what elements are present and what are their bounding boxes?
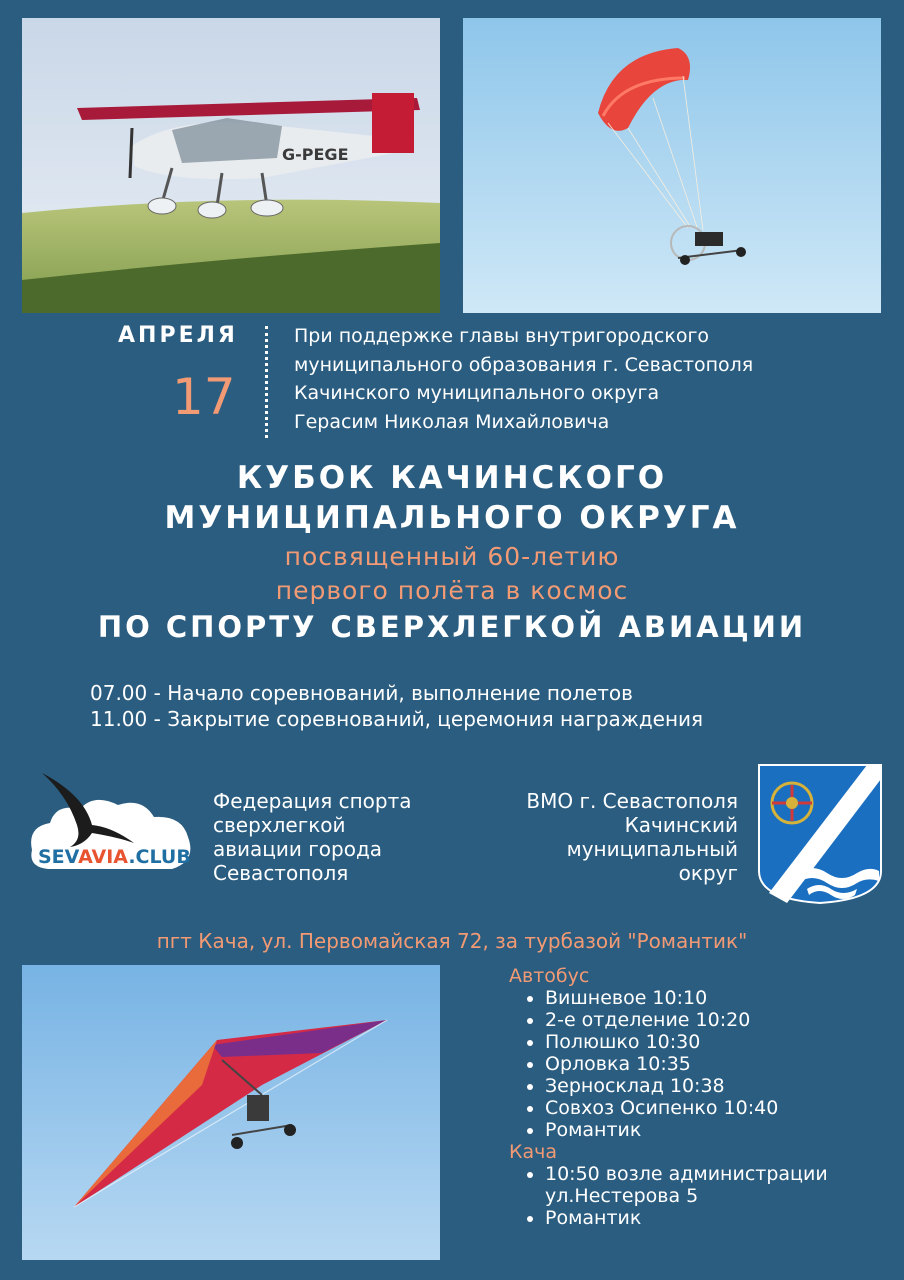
support-line: муниципального образования г. Севастополя [294,353,754,376]
list-item: • Орловка 10:35 [545,1053,828,1075]
list-item: • Зерносклад 10:38 [545,1075,828,1097]
vmo-line: муниципальный [566,837,738,861]
coat-of-arms-icon [757,763,883,905]
support-line: Качинского муниципального округа [294,382,660,404]
federation-text [213,789,412,885]
svg-text:SEVAVIA.CLUB [38,846,191,868]
venue-address: пгт Кача, ул. Первомайская 72, за турбазой "Романтик" [156,929,748,953]
paramotor-photo [463,18,881,313]
hang-glider-trike-photo [22,965,440,1260]
vmo-line: ВМО г. Севастополя [526,789,738,813]
support-line: При поддержке главы внутригородского [294,325,710,347]
support-text [294,322,894,436]
list-item: • 2-е отделение 10:20 [545,1009,828,1031]
dotted-divider [265,326,268,438]
list-item: • Романтик [545,1207,828,1229]
kacha-stop-list [509,1163,828,1229]
federation-line: сверхлегкой [213,813,346,837]
federation-line: Федерация спорта [213,789,412,813]
logo-text-sev: SEV [38,846,79,868]
date-day: 17 [172,368,236,426]
bus-header: Автобус [509,965,590,987]
list-item: • Полюшко 10:30 [545,1031,828,1053]
title-line-3: ПО СПОРТУ СВЕРХЛЕГКОЙ АВИАЦИИ [97,610,807,644]
federation-line: Севастополя [213,861,349,885]
list-item [545,1163,828,1207]
logo-text-avia: AVIA [78,846,129,868]
subtitle-line-2: первого полёта в космос [275,576,629,605]
kacha-header: Кача [509,1141,558,1163]
schedule [90,680,703,732]
bus-stop-list [509,987,828,1141]
title-line-2: МУНИЦИПАЛЬНОГО ОКРУГА [164,500,740,536]
schedule-item: 11.00 - Закрытие соревнований, церемония награждения [90,707,704,731]
list-item: • Вишневое 10:10 [545,987,828,1009]
sevavia-club-logo [22,765,198,885]
list-item: • Романтик [545,1119,828,1141]
vmo-line: Качинский [624,813,738,837]
subtitle-line-1: посвященный 60-летию [284,542,620,571]
transport-routes [509,965,828,1229]
support-line: Герасим Николая Михайловича [294,410,610,433]
ultralight-plane-photo [22,18,440,313]
stop-address-line: ул.Нестерова 5 [545,1185,699,1207]
stop-time-line: 10:50 возле администрации [545,1163,828,1185]
federation-line: авиации города [213,837,383,861]
vmo-text [450,789,738,885]
list-item: • Совхоз Осипенко 10:40 [545,1097,828,1119]
date-month: АПРЕЛЯ [118,323,238,348]
schedule-item: 07.00 - Начало соревнований, выполнение полетов [90,681,633,705]
plane-registration: G-PEGE [282,145,349,164]
vmo-line: округ [678,861,738,885]
logo-text-club: .CLUB [128,846,191,868]
title-line-1: КУБОК КАЧИНСКОГО [236,460,668,496]
